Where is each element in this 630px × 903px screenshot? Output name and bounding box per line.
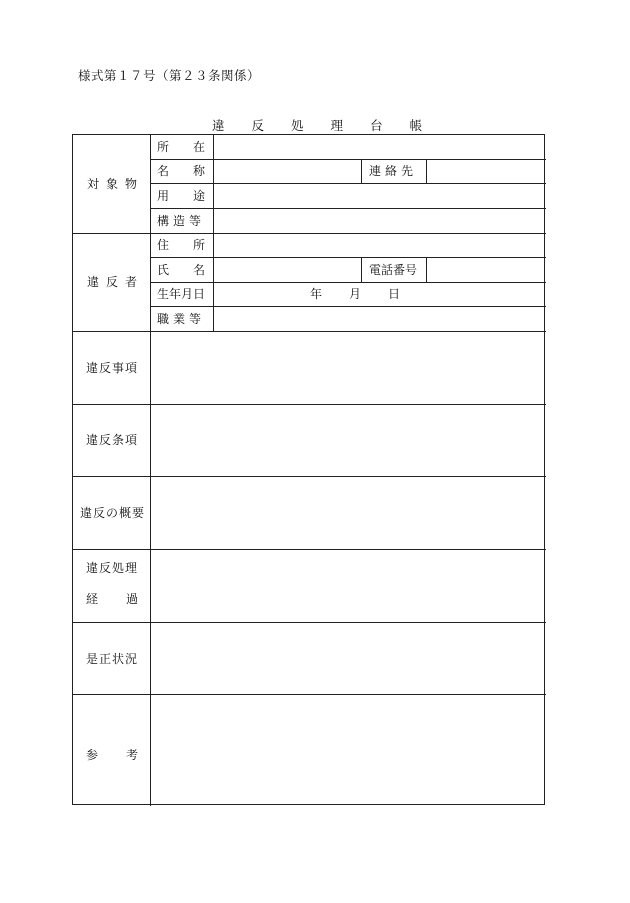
section-divider xyxy=(73,404,546,405)
section-divider xyxy=(73,476,546,477)
title-char: 違 xyxy=(212,118,225,133)
row-divider xyxy=(150,257,546,258)
month-unit: 月 xyxy=(349,287,362,301)
process-label-line1: 違反処理 xyxy=(86,561,139,575)
row-divider xyxy=(150,183,546,184)
violation-summary-label: 違反の概要 xyxy=(80,506,146,520)
column-divider xyxy=(361,159,362,183)
phone-label: 電話番号 xyxy=(369,263,418,277)
title-char: 帳 xyxy=(409,118,423,133)
row-divider xyxy=(150,282,546,283)
ledger-table xyxy=(72,134,545,805)
year-unit: 年 xyxy=(310,287,323,301)
location-label: 所在 xyxy=(157,140,230,154)
violation-articles-label: 違反条項 xyxy=(86,433,139,447)
form-number: 様式第１７号（第２３条関係） xyxy=(78,68,261,83)
reference-label: 参考 xyxy=(86,748,167,762)
target-header: 対象物 xyxy=(87,177,145,191)
section-divider xyxy=(73,331,546,332)
structure-label: 構造等 xyxy=(157,214,206,228)
violator-header: 違反者 xyxy=(87,275,145,289)
usage-label: 用途 xyxy=(157,189,230,203)
page-title xyxy=(212,116,422,134)
title-char: 反 xyxy=(251,118,265,133)
title-char: 理 xyxy=(330,118,344,133)
violation-matters-label: 違反事項 xyxy=(86,361,139,375)
column-divider xyxy=(426,257,427,282)
section-divider xyxy=(73,694,546,695)
title-char: 処 xyxy=(291,118,304,133)
column-divider xyxy=(361,257,362,282)
section-divider xyxy=(73,233,546,234)
address-label: 住所 xyxy=(157,238,230,252)
name-label: 名称 xyxy=(157,164,230,178)
title-char: 台 xyxy=(370,118,383,133)
column-divider xyxy=(426,159,427,183)
violator-name-label: 氏名 xyxy=(157,263,230,277)
contact-label: 連絡先 xyxy=(369,164,418,178)
birthdate-label: 生年月日 xyxy=(157,287,206,301)
row-divider xyxy=(150,159,546,160)
column-divider xyxy=(150,135,151,806)
day-unit: 日 xyxy=(388,287,401,301)
section-divider xyxy=(73,622,546,623)
section-divider xyxy=(73,549,546,550)
occupation-label: 職業等 xyxy=(157,312,206,326)
row-divider xyxy=(150,306,546,307)
row-divider xyxy=(150,208,546,209)
process-label-line2: 経過 xyxy=(86,592,167,606)
correction-status-label: 是正状況 xyxy=(86,652,139,666)
